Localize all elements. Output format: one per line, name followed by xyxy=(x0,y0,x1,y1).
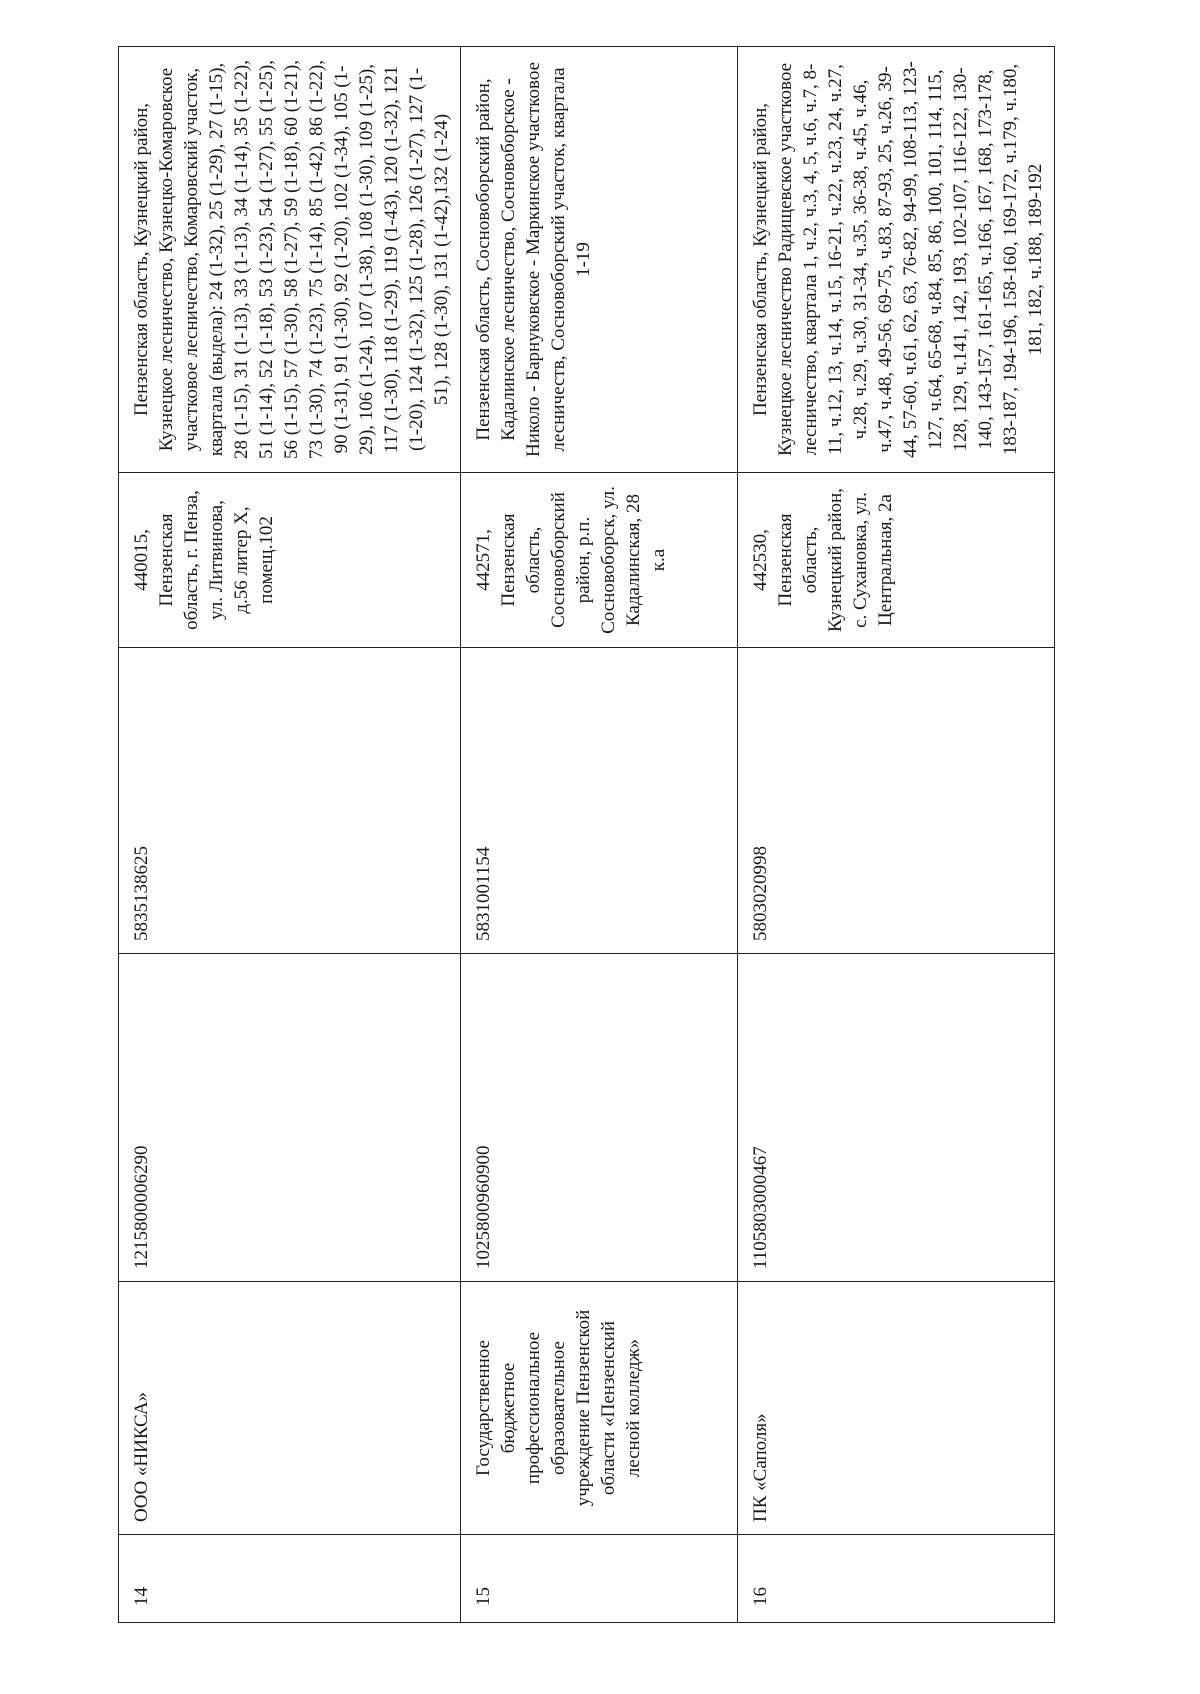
ogrn-cell: 1215800006290 xyxy=(119,954,461,1282)
row-number: 14 xyxy=(119,1535,461,1623)
organization-name: ПК «Саполя» xyxy=(738,1282,1055,1535)
inn-cell: 5835138625 xyxy=(119,648,461,954)
forest-location: Пензенская область, Сосновоборский район, Кадалинское лесничество, Сосновоборское - Николо - Барнуковское - Маркинское участковое лесничеств, Сосновоборский участок, квартала 1-19 xyxy=(461,47,738,473)
forest-location: Пензенская область, Кузнецкий район, Кузнецкое лесничество Радищевское участковое лесничество, квартала 1, ч.2, ч.3, 4, 5, ч.6, ч.7, 8-11, ч.12, 13, ч.14, ч.15, 16-21, ч.22, ч.23, 24, ч.27, ч.28, ч.29, ч.30, 31-34, ч.35, 36-38, ч.45, ч.46, ч.47, ч.48, 49-56, 69-75, ч.83, 87-93, 25, ч.26, 39-44, 57-60, ч.61, 62, 63, 76-82, 94-99, 108-113, 123-127, ч.64, 65-68, ч.84, 85, 86, 100, 101, 114, 115, 128, 129, ч.141, 142, 193, 102-107, 116-122, 130-140, 143-157, 161-165, ч.166, 167, 168, 173-178, 183-187, 194-196, 158-160, 169-172, ч.179, ч.180, 181, 182, ч.188, 189-192 xyxy=(738,47,1055,473)
table-row xyxy=(461,47,738,1623)
inn-cell: 5831001154 xyxy=(461,648,738,954)
inn-cell: 5803020998 xyxy=(738,648,1055,954)
legal-address: 440015, Пензенская область, г. Пенза, ул. Литвинова, д.56 литер Х, помещ.102 xyxy=(119,473,461,648)
table-row xyxy=(738,47,1055,1623)
ogrn-cell: 1025800960900 xyxy=(461,954,738,1282)
legal-address: 442571, Пензенская область, Сосновоборский район, р.п. Сосновоборск, ул. Кадалинская, 28 к.а xyxy=(461,473,738,648)
legal-address: 442530, Пензенская область, Кузнецкий район, с. Сухановка, ул. Центральная, 2а xyxy=(738,473,1055,648)
organization-name: ООО «НИКСА» xyxy=(119,1282,461,1535)
organizations-table xyxy=(118,46,1055,1623)
organization-name: Государственное бюджетное профессиональное образовательное учреждение Пензенской области «Пензенский лесной колледж» xyxy=(461,1282,738,1535)
row-number: 15 xyxy=(461,1535,738,1623)
row-number: 16 xyxy=(738,1535,1055,1623)
rotated-table-page xyxy=(118,47,1046,1623)
forest-location: Пензенская область, Кузнецкий район, Кузнецкое лесничество, Кузнецко-Комаровское участковое лесничество, Комаровский участок, квартала (выдела): 24 (1-32), 25 (1-29), 27 (1-15), 28 (1-15), 31 (1-13), 33 (1-13), 34 (1-14), 35 (1-22), 51 (1-14), 52 (1-18), 53 (1-23), 54 (1-27), 55 (1-25), 56 (1-15), 57 (1-30), 58 (1-27), 59 (1-18), 60 (1-21), 73 (1-30), 74 (1-23), 75 (1-14), 85 (1-42), 86 (1-22), 90 (1-31), 91 (1-30), 92 (1-20), 102 (1-34), 105 (1-29), 106 (1-24), 107 (1-38), 108 (1-30), 109 (1-25), 117 (1-30), 118 (1-29), 119 (1-43), 120 (1-32), 121 (1-20), 124 (1-32), 125 (1-28), 126 (1-27), 127 (1-51), 128 (1-30), 131 (1-42),132 (1-24) xyxy=(119,47,461,473)
table-row xyxy=(119,47,461,1623)
ogrn-cell: 1105803000467 xyxy=(738,954,1055,1282)
